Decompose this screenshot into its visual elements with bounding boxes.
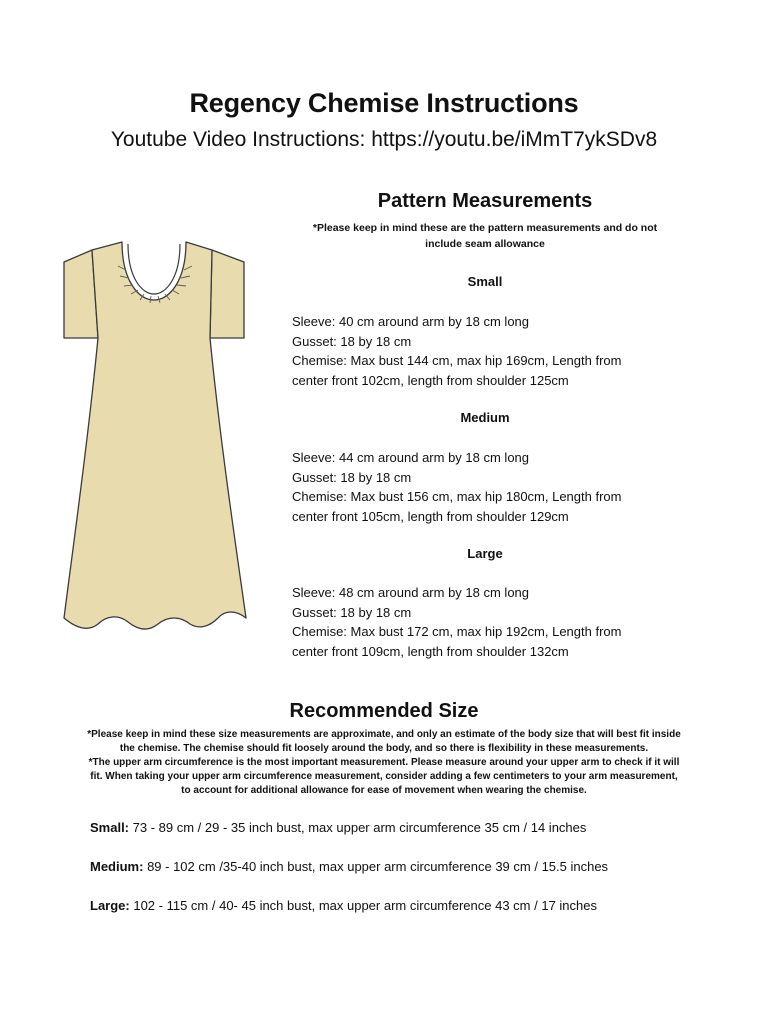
size-title-large: Large [467,546,503,561]
neckline [128,244,180,294]
recommended-size-notes [86,728,682,798]
size-measurements-small [292,312,692,390]
recommended-medium [90,859,730,874]
size-title-medium: Medium [460,410,510,425]
pattern-note-line: include seam allowance [425,238,545,250]
page-title: Regency Chemise Instructions [189,88,579,118]
sleeve-measurement: Sleeve: 44 cm around arm by 18 cm long [292,450,530,465]
recommended-large [90,898,730,913]
note-line: fit. When taking your upper arm circumference measurement, consider adding a few centimeters to your arm measurement, [90,771,678,782]
size-description: 102 - 115 cm / 40- 45 inch bust, max upper arm circumference 43 cm / 17 inches [129,898,597,913]
chemise-measurement: Chemise: Max bust 172 cm, max hip 192cm, Length from [292,624,622,639]
pattern-note [295,220,675,252]
chemise-dress-illustration [30,220,276,668]
note-line: *Please keep in mind these size measurements are approximate, and only an estimate of the body size that will best fit inside [87,729,681,740]
size-label: Medium: [90,859,144,874]
size-description: 73 - 89 cm / 29 - 35 inch bust, max upper arm circumference 35 cm / 14 inches [129,820,587,835]
size-title-small: Small [467,274,503,289]
recommended-size-heading: Recommended Size [289,700,479,722]
gusset-measurement: Gusset: 18 by 18 cm [292,333,412,349]
pattern-measurements-heading: Pattern Measurements [377,190,593,212]
chemise-measurement: Chemise: Max bust 144 cm, max hip 169cm, Length from [292,353,622,368]
chemise-measurement: Chemise: Max bust 156 cm, max hip 180cm, Length from [292,489,622,504]
size-description: 89 - 102 cm /35-40 inch bust, max upper arm circumference 39 cm / 15.5 inches [143,859,609,874]
note-line: to account for additional allowance for ease of movement when wearing the chemise. [181,785,587,796]
chemise-measurement-cont: center front 109cm, length from shoulder 132cm [292,643,569,659]
right-sleeve [210,250,244,338]
size-label: Small: [90,820,130,835]
size-measurements-medium [292,448,692,526]
size-measurements-large [292,583,692,661]
gusset-measurement: Gusset: 18 by 18 cm [292,604,412,620]
sleeve-measurement: Sleeve: 48 cm around arm by 18 cm long [292,585,530,600]
sleeve-measurement: Sleeve: 40 cm around arm by 18 cm long [292,314,530,329]
note-line: *The upper arm circumference is the most important measurement. Please measure around your upper arm to check if it will [88,757,680,768]
size-label: Large: [90,898,130,913]
gusset-measurement: Gusset: 18 by 18 cm [292,469,412,485]
pattern-note-line: *Please keep in mind these are the pattern measurements and do not [312,222,658,234]
recommended-small [90,820,730,835]
dress-body [64,242,246,629]
video-link-text: Youtube Video Instructions: https://youtu.be/iMmT7ykSDv8 [110,128,658,151]
note-line: the chemise. The chemise should fit loosely around the body, and so there is flexibility in these measurements. [119,743,649,754]
chemise-measurement-cont: center front 102cm, length from shoulder 125cm [292,372,569,388]
chemise-measurement-cont: center front 105cm, length from shoulder 129cm [292,508,569,524]
